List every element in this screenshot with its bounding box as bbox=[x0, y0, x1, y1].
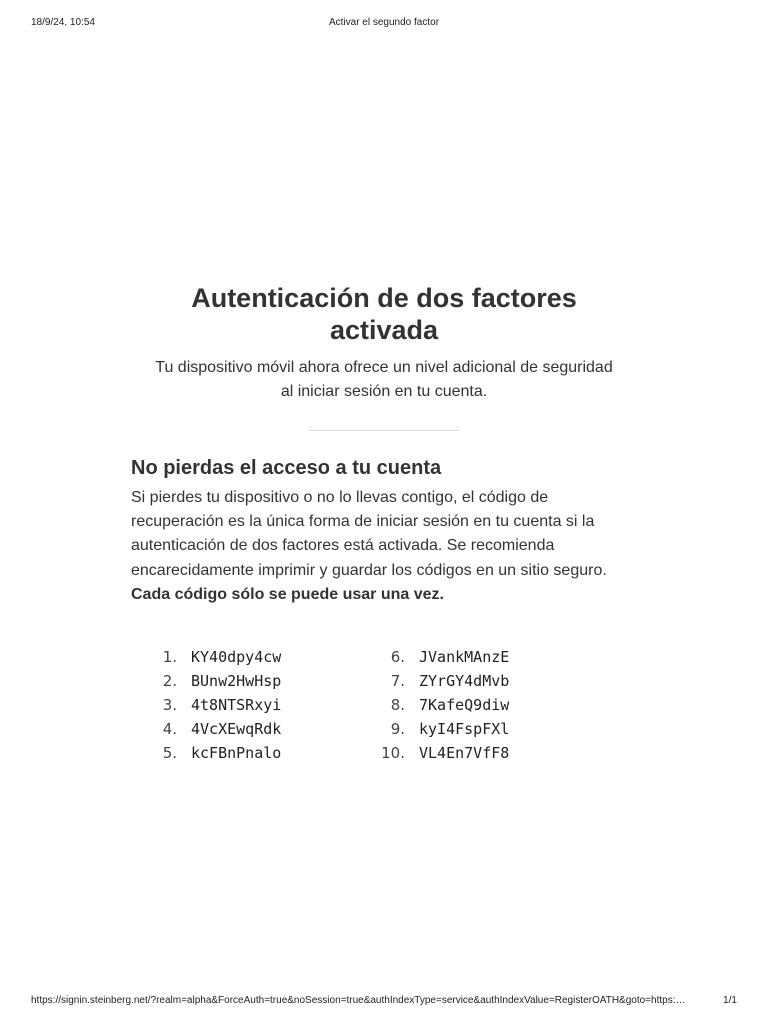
recovery-code-number: 2. bbox=[162, 672, 177, 690]
recovery-code-value: kcFBnPnalo bbox=[191, 744, 282, 762]
recovery-code-value: JVankMAnzE bbox=[419, 648, 510, 666]
section-description-emphasis: Cada código sólo se puede usar una vez. bbox=[131, 585, 444, 603]
recovery-code-item bbox=[131, 717, 281, 741]
recovery-code-item bbox=[359, 669, 509, 693]
recovery-code-value: 7KafeQ9diw bbox=[419, 696, 510, 714]
recovery-codes-list bbox=[131, 645, 637, 775]
recovery-code-number: 6. bbox=[390, 648, 405, 666]
recovery-code-number: 5. bbox=[162, 744, 177, 762]
recovery-code-value: BUnw2HwHsp bbox=[191, 672, 282, 690]
print-page-count: 1/1 bbox=[723, 995, 737, 1006]
recovery-code-number: 8. bbox=[390, 696, 405, 714]
print-header bbox=[0, 17, 768, 31]
recovery-codes-column-right bbox=[359, 645, 509, 765]
recovery-code-item bbox=[131, 645, 281, 669]
section-title: No pierdas el acceso a tu cuenta bbox=[131, 457, 442, 479]
recovery-code-item bbox=[359, 693, 509, 717]
recovery-code-number: 4. bbox=[162, 720, 177, 738]
section-divider bbox=[308, 430, 460, 431]
print-url: https://signin.steinberg.net/?realm=alpha&ForceAuth=true&noSession=true&authIndexType=service&authIndexValue=RegisterOATH&goto=https:… bbox=[31, 995, 686, 1006]
recovery-code-item bbox=[359, 717, 509, 741]
recovery-code-number: 1. bbox=[162, 648, 177, 666]
recovery-code-item bbox=[359, 645, 509, 669]
print-datetime: 18/9/24, 10:54 bbox=[31, 17, 95, 28]
recovery-code-number: 7. bbox=[390, 672, 405, 690]
recovery-code-value: 4t8NTSRxyi bbox=[191, 696, 282, 714]
recovery-codes-column-left bbox=[131, 645, 281, 765]
recovery-code-value: ZYrGY4dMvb bbox=[419, 672, 510, 690]
confirmation-panel bbox=[131, 282, 637, 607]
recovery-code-item bbox=[359, 741, 509, 765]
page-heading: Autenticación de dos factores activada bbox=[191, 283, 577, 345]
recovery-code-value: VL4En7VfF8 bbox=[419, 744, 510, 762]
recovery-code-number: 3. bbox=[162, 696, 177, 714]
recovery-code-number: 10. bbox=[381, 744, 405, 762]
page-subtitle: Tu dispositivo móvil ahora ofrece un nivel adicional de seguridad al iniciar sesión en tu cuenta. bbox=[155, 359, 613, 400]
section-description-text: Si pierdes tu dispositivo o no lo llevas contigo, el código de recuperación es la única forma de iniciar sesión en tu cuenta si la autenticación de dos factores está activada. Se recomienda encarecidamente imprimir y guardar los códigos en un sitio seguro. bbox=[131, 489, 607, 579]
recovery-code-number: 9. bbox=[390, 720, 405, 738]
recovery-code-item bbox=[131, 741, 281, 765]
recovery-code-value: KY40dpy4cw bbox=[191, 648, 282, 666]
recovery-code-item bbox=[131, 693, 281, 717]
section-description bbox=[131, 486, 637, 607]
recovery-code-item bbox=[131, 669, 281, 693]
print-footer bbox=[0, 995, 768, 1009]
print-page-title: Activar el segundo factor bbox=[328, 17, 440, 28]
recovery-code-value: 4VcXEwqRdk bbox=[191, 720, 282, 738]
recovery-code-value: kyI4FspFXl bbox=[419, 720, 510, 738]
